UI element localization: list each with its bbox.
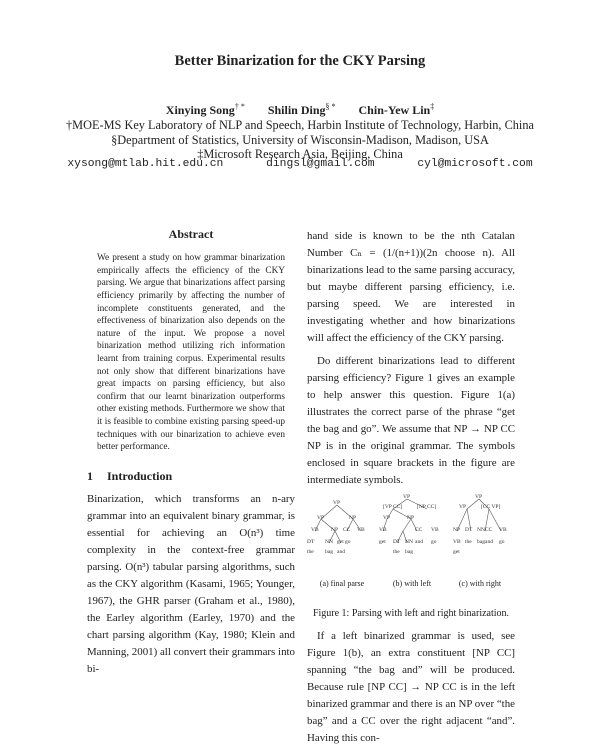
tree-node-label: [NP CC] xyxy=(417,504,437,510)
tree-node-label: [VP CC] xyxy=(383,504,403,510)
tree-node-label: the xyxy=(307,549,314,555)
tree-node-label: get xyxy=(337,539,344,545)
abstract-text: We present a study on how grammar binarization empirically affects the efficiency of the CKY parsing. We argue that binarizations affect parsing efficiency primarily by affecting the number of incomplete constituents generated, and the effectiveness of binarization also depends on the nature of the input. We propose a novel binarization method utilizing rich information learnt from training corpus. Experimental results not only show that different binarizations have great impacts on parsing efficiency, but also confirm that our learnt binarization outperforms other existing methods. Furthermore we show that it is feasible to combine existing parsing speed-up techniques with our binarization to achieve even better performance. xyxy=(97,253,285,453)
intro-paragraph: Binarization, which transforms an n-ary grammar into an equivalent binary grammar, is essential for achieving an O(n³) time complexity in the context-free grammar parsing. O(n³) tabular parsing algorithms, such as the CKY algorithm (Kasami, 1965; Younger, 1967), the GHR parser (Graham et al., 1980), the Earley algorithm (Earley, 1970) and the chart parsing algorithm (Kay, 1980; Klein and Manning, 2001) all convert their grammars into bi- xyxy=(87,492,295,675)
tree-node-label: the xyxy=(393,549,400,555)
section-number: 1 xyxy=(87,468,93,483)
tree-node-label: NP xyxy=(349,515,357,521)
author: Shilin Ding§ * xyxy=(267,102,336,117)
tree-node-label: NN xyxy=(325,539,333,545)
tree-node-label: VB xyxy=(499,527,507,533)
tree-node-label: DT xyxy=(307,539,315,545)
author-list xyxy=(0,102,600,118)
tree-node-label: NN xyxy=(405,539,413,545)
tree-node-label: NP xyxy=(331,527,339,533)
tree-node-label: get xyxy=(453,549,460,555)
affiliation: †MOE-MS Key Laboratory of NLP and Speech, Harbin Institute of Technology, Harbin, China xyxy=(66,118,534,132)
tree-node-label: go xyxy=(345,539,351,545)
tree-node-label: NN xyxy=(477,527,485,533)
tree-node-label: VB xyxy=(453,539,461,545)
right-column xyxy=(307,228,515,747)
tree-node-label: VP xyxy=(317,515,325,521)
tree-node-label: VP xyxy=(383,515,391,521)
email: xysong@mtlab.hit.edu.cn xyxy=(67,158,224,170)
tree-node-label: [CC VP] xyxy=(481,504,501,510)
email-list xyxy=(0,158,600,170)
tree-node-label: and xyxy=(337,549,345,555)
section-title: Introduction xyxy=(107,468,173,483)
tree-node-label: DT xyxy=(465,527,473,533)
affiliation: ‡Microsoft Research Asia, Beijing, China xyxy=(197,147,403,161)
author: Chin-Yew Lin‡ xyxy=(358,102,435,117)
tree-node-label: VP xyxy=(333,500,341,506)
tree-node-label: bag xyxy=(325,549,333,555)
tree-node-label: VB xyxy=(379,527,387,533)
tree-node-label: VP xyxy=(475,494,483,500)
figure-caption: Figure 1: Parsing with left and right binarization. xyxy=(312,608,510,619)
paragraph: If a left binarized grammar is used, see Figure 1(b), an extra constituent [NP CC] spanning “the bag and” will be produced. Because rule [NP CC] → NP CC is in the left binarized grammar and there is an NP over “the bag” and a CC over the right adjacent “and”. Having this con- xyxy=(307,630,515,744)
tree-node-label: and xyxy=(485,539,493,545)
tree-node-label: bag xyxy=(405,549,413,555)
tree-node-label: the xyxy=(465,539,472,545)
figure-1 xyxy=(307,493,515,603)
author: Xinying Song† * xyxy=(165,102,245,117)
tree-node-label: CC xyxy=(343,527,351,533)
email: cyl@microsoft.com xyxy=(417,158,533,170)
paragraph: hand side is known to be the nth Catalan Number Cₙ = (1/(n+1))(2n choose n). All binarizations lead to the same parsing accuracy, but maybe different parsing efficiency, i.e. parsing speed. We are interested in investigating whether and how binarizations will affect the efficiency of the CKY parsing. xyxy=(307,230,515,344)
tree-node-label: CC xyxy=(415,527,423,533)
abstract-heading: Abstract xyxy=(168,227,214,241)
subcaption-c: (c) with right xyxy=(458,579,502,588)
tree-node-label: and xyxy=(415,539,423,545)
tree-node-label: VB xyxy=(311,527,319,533)
tree-node-label: go xyxy=(431,539,437,545)
paragraph: Do different binarizations lead to different parsing efficiency? Figure 1 gives an example to help answer this question. Figure 1(a) illustrates the correct parse of the phrase “get the bag and go”. We assume that NP → NP CC NP is in the original grammar. The symbols enclosed in square brackets in the figure are intermediate symbols. xyxy=(307,355,515,486)
tree-node-label: NP xyxy=(453,527,461,533)
tree-node-label: NP xyxy=(407,515,415,521)
subcaption-b: (b) with left xyxy=(392,579,432,588)
tree-node-label: VB xyxy=(431,527,439,533)
tree-node-label: bag xyxy=(477,539,485,545)
affiliation: §Department of Statistics, University of Wisconsin-Madison, Madison, USA xyxy=(111,133,489,147)
tree-node-label: VB xyxy=(357,527,365,533)
tree-node-label: DT xyxy=(393,539,401,545)
tree-node-label: get xyxy=(379,539,386,545)
email: dingsl@gmail.com xyxy=(266,158,375,170)
tree-node-label: go xyxy=(499,539,505,545)
left-column xyxy=(87,226,295,678)
paper-title: Better Binarization for the CKY Parsing xyxy=(174,53,426,69)
subcaption-a: (a) final parse xyxy=(319,579,365,588)
tree-node-label: VP xyxy=(459,504,467,510)
section-heading xyxy=(87,468,295,485)
tree-node-label: VP xyxy=(403,494,411,500)
tree-node-label: CC xyxy=(485,527,493,533)
